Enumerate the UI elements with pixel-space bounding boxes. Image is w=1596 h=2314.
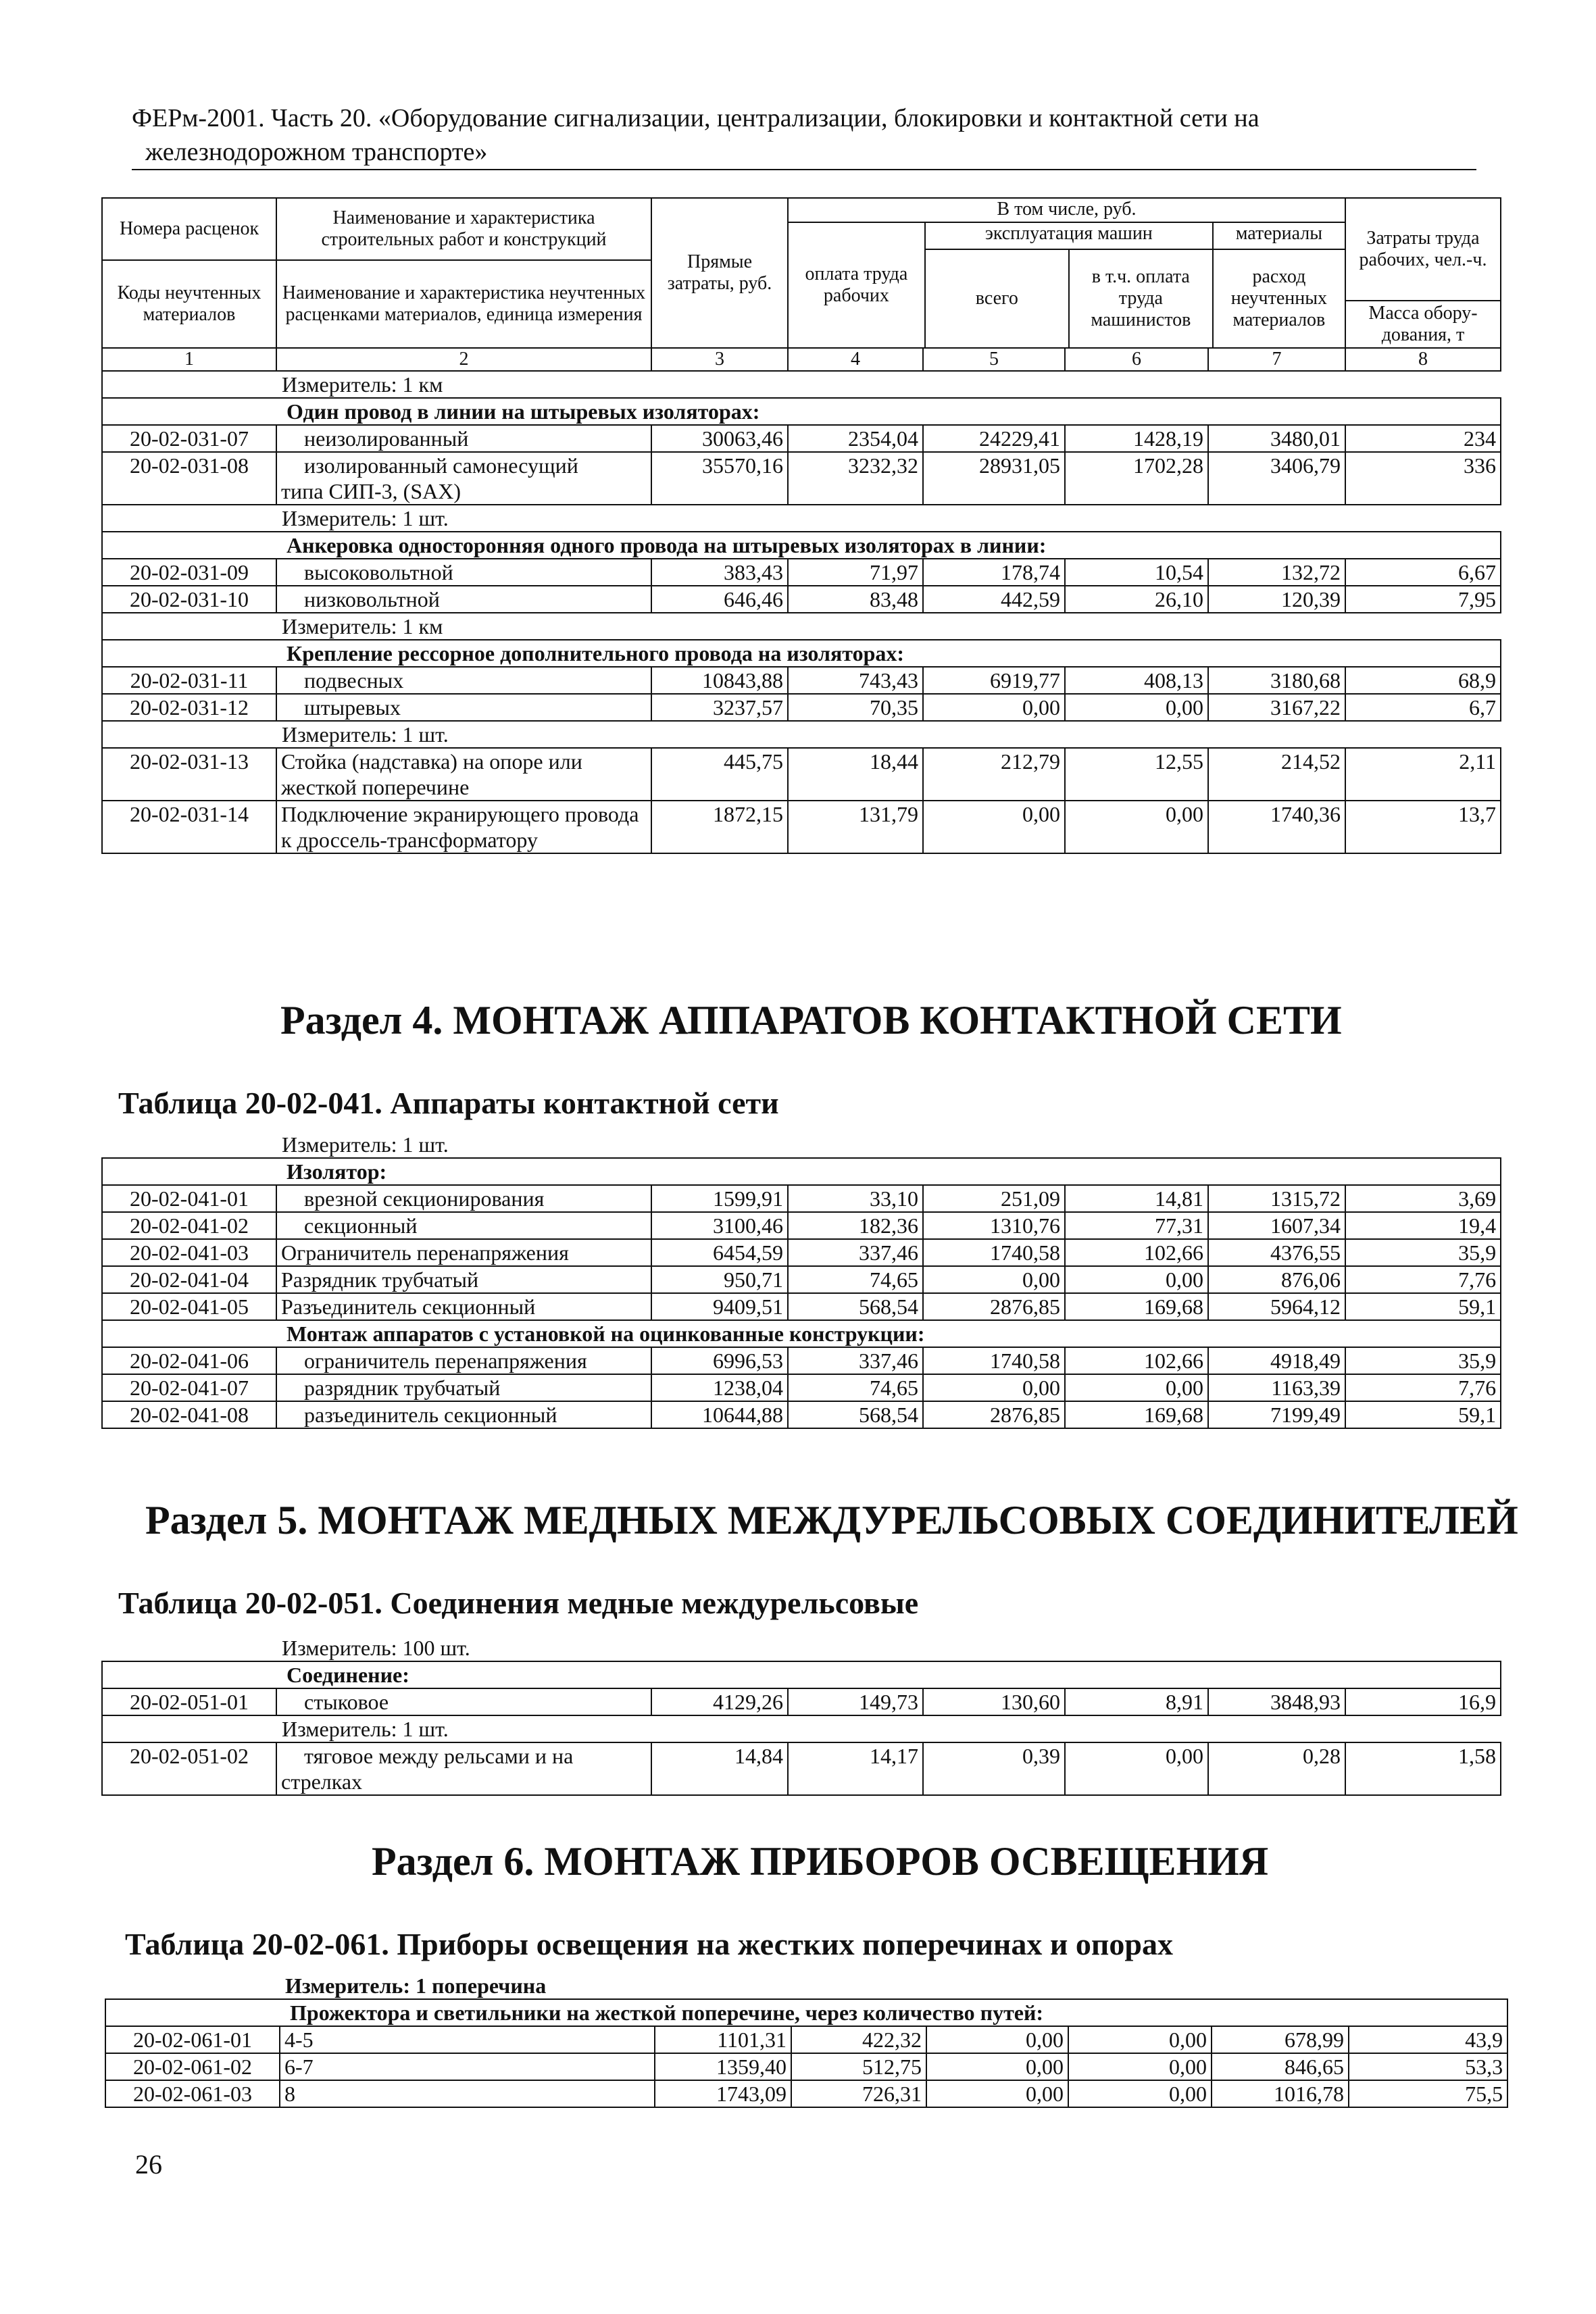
measure-unit: Измеритель: 1 поперечина — [285, 1973, 547, 1998]
labor-pay: 2354,04 — [788, 425, 923, 452]
group-heading: Прожектора и светильники на жесткой поперечине, через количество путей: — [105, 1999, 1507, 2026]
materials: 678,99 — [1212, 2026, 1349, 2053]
materials: 214,52 — [1208, 748, 1345, 801]
machinist-pay: 0,00 — [1068, 2026, 1212, 2053]
direct-costs: 3100,46 — [651, 1212, 788, 1239]
rate-code: 20-02-061-01 — [105, 2026, 280, 2053]
machines-total: 6919,77 — [923, 667, 1065, 694]
materials: 3180,68 — [1208, 667, 1345, 694]
col-header-materials: материалы — [1214, 223, 1345, 250]
direct-costs: 1872,15 — [651, 801, 788, 853]
measure-unit: Измеритель: 1 шт. — [282, 1717, 449, 1741]
rate-name: разъединитель секционный — [276, 1401, 651, 1428]
materials: 3406,79 — [1208, 452, 1345, 505]
materials: 4376,55 — [1208, 1239, 1345, 1266]
rate-name: высоковольтной — [276, 559, 651, 586]
machines-total: 251,09 — [923, 1185, 1065, 1212]
materials: 1016,78 — [1212, 2080, 1349, 2107]
table-row — [105, 2053, 1507, 2080]
machines-total: 2876,85 — [923, 1293, 1065, 1320]
col-header-material-name: Наименование и характеристика неучтенных расценками материалов, единица измерения — [282, 282, 646, 325]
direct-costs: 10644,88 — [651, 1401, 788, 1428]
col-number: 7 — [1208, 348, 1345, 371]
labor-hours: 1,58 — [1345, 1742, 1501, 1795]
machines-total: 1740,58 — [923, 1239, 1065, 1266]
col-header-including-label: В том числе, руб. — [789, 199, 1345, 223]
rate-code: 20-02-031-08 — [102, 452, 276, 505]
rate-name: Разъединитель секционный — [276, 1293, 651, 1320]
machines-total: 212,79 — [923, 748, 1065, 801]
machines-total: 0,00 — [923, 694, 1065, 721]
col-header-equipment-mass: Масса обору-дования, т — [1346, 300, 1500, 347]
rate-code: 20-02-031-10 — [102, 586, 276, 613]
labor-hours: 7,95 — [1345, 586, 1501, 613]
materials: 846,65 — [1212, 2053, 1349, 2080]
table-20-02-061-title: Таблица 20-02-061. Приборы освещения на жестких поперечинах и опорах — [125, 1927, 1173, 1961]
labor-hours: 6,67 — [1345, 559, 1501, 586]
materials: 5964,12 — [1208, 1293, 1345, 1320]
labor-pay: 568,54 — [788, 1293, 923, 1320]
materials: 3167,22 — [1208, 694, 1345, 721]
labor-hours: 336 — [1345, 452, 1501, 505]
direct-costs: 1101,31 — [655, 2026, 791, 2053]
rate-name: подвесных — [276, 667, 651, 694]
rate-name: 4-5 — [280, 2026, 655, 2053]
rate-code: 20-02-041-03 — [102, 1239, 276, 1266]
col-number: 8 — [1345, 348, 1501, 371]
labor-hours: 35,9 — [1345, 1347, 1501, 1374]
machinist-pay: 0,00 — [1065, 801, 1208, 853]
rate-name-line-2: типа СИП-3, (SAX) — [281, 479, 461, 503]
rate-name — [276, 452, 651, 505]
labor-hours: 68,9 — [1345, 667, 1501, 694]
table-row — [102, 801, 1501, 853]
machines-total: 28931,05 — [923, 452, 1065, 505]
rate-code: 20-02-041-07 — [102, 1374, 276, 1401]
materials: 120,39 — [1208, 586, 1345, 613]
col-header-machines-total: всего — [926, 250, 1070, 347]
machines-total: 0,39 — [923, 1742, 1065, 1795]
machinist-pay: 102,66 — [1065, 1239, 1208, 1266]
table-row — [102, 667, 1501, 694]
machinist-pay: 12,55 — [1065, 748, 1208, 801]
labor-hours: 43,9 — [1349, 2026, 1507, 2053]
header-rule — [132, 169, 1476, 170]
col-number: 2 — [276, 348, 651, 371]
labor-hours: 53,3 — [1349, 2053, 1507, 2080]
measure-unit: Измеритель: 1 км — [282, 614, 443, 638]
labor-pay: 74,65 — [788, 1374, 923, 1401]
table-20-02-041-title: Таблица 20-02-041. Аппараты контактной сети — [118, 1086, 779, 1120]
group-heading: Изолятор: — [102, 1158, 1501, 1185]
labor-hours: 59,1 — [1345, 1293, 1501, 1320]
machines-total: 1310,76 — [923, 1212, 1065, 1239]
table-row — [102, 1742, 1501, 1795]
table-row — [102, 559, 1501, 586]
table-row — [102, 1293, 1501, 1320]
labor-pay: 33,10 — [788, 1185, 923, 1212]
table-row — [102, 452, 1501, 505]
rate-name: 6-7 — [280, 2053, 655, 2080]
table-row — [102, 1212, 1501, 1239]
rate-code: 20-02-041-08 — [102, 1401, 276, 1428]
measure-unit: Измеритель: 100 шт. — [282, 1636, 470, 1660]
labor-pay: 182,36 — [788, 1212, 923, 1239]
labor-pay: 71,97 — [788, 559, 923, 586]
col-header-material-code: Коды неучтенных материалов — [117, 282, 261, 325]
rate-name: 8 — [280, 2080, 655, 2107]
machines-total: 1740,58 — [923, 1347, 1065, 1374]
machinist-pay: 1702,28 — [1065, 452, 1208, 505]
rates-table-20-02-031 — [101, 197, 1501, 854]
labor-hours: 75,5 — [1349, 2080, 1507, 2107]
labor-pay: 337,46 — [788, 1239, 923, 1266]
header-line-1: ФЕРм-2001. Часть 20. «Оборудование сигнализации, централизации, блокировки и контактной сети на — [132, 104, 1260, 132]
table-row — [102, 586, 1501, 613]
direct-costs: 1743,09 — [655, 2080, 791, 2107]
machinist-pay: 14,81 — [1065, 1185, 1208, 1212]
machines-total: 442,59 — [923, 586, 1065, 613]
machinist-pay: 10,54 — [1065, 559, 1208, 586]
materials: 1607,34 — [1208, 1212, 1345, 1239]
rate-code: 20-02-041-05 — [102, 1293, 276, 1320]
rate-code: 20-02-041-04 — [102, 1266, 276, 1293]
rate-code: 20-02-061-02 — [105, 2053, 280, 2080]
labor-hours: 59,1 — [1345, 1401, 1501, 1428]
col-header-codes — [102, 198, 276, 348]
measure-unit: Измеритель: 1 шт. — [282, 506, 449, 530]
labor-hours: 234 — [1345, 425, 1501, 452]
labor-hours: 3,69 — [1345, 1185, 1501, 1212]
direct-costs: 646,46 — [651, 586, 788, 613]
rates-table-20-02-041 — [101, 1132, 1501, 1429]
labor-pay: 14,17 — [788, 1742, 923, 1795]
labor-pay: 131,79 — [788, 801, 923, 853]
materials: 0,28 — [1208, 1742, 1345, 1795]
table-row — [102, 1688, 1501, 1715]
table-row — [102, 425, 1501, 452]
rate-code: 20-02-051-01 — [102, 1688, 276, 1715]
machinist-pay: 169,68 — [1065, 1401, 1208, 1428]
labor-pay: 726,31 — [791, 2080, 926, 2107]
machinist-pay: 0,00 — [1068, 2080, 1212, 2107]
col-header-including — [788, 198, 1345, 348]
group-heading: Монтаж аппаратов с установкой на оцинкованные конструкции: — [102, 1320, 1501, 1347]
measure-unit: Измеритель: 1 шт. — [282, 722, 449, 747]
table-row — [102, 1185, 1501, 1212]
materials: 132,72 — [1208, 559, 1345, 586]
rate-name: Разрядник трубчатый — [276, 1266, 651, 1293]
rate-code: 20-02-031-12 — [102, 694, 276, 721]
materials: 3848,93 — [1208, 1688, 1345, 1715]
labor-hours: 16,9 — [1345, 1688, 1501, 1715]
machinist-pay: 408,13 — [1065, 667, 1208, 694]
machines-total: 0,00 — [923, 1266, 1065, 1293]
direct-costs: 30063,46 — [651, 425, 788, 452]
direct-costs: 445,75 — [651, 748, 788, 801]
table-row — [102, 1374, 1501, 1401]
direct-costs: 35570,16 — [651, 452, 788, 505]
machinist-pay: 26,10 — [1065, 586, 1208, 613]
machines-total: 130,60 — [923, 1688, 1065, 1715]
machinist-pay: 0,00 — [1068, 2053, 1212, 2080]
rate-name: секционный — [276, 1212, 651, 1239]
labor-pay: 3232,32 — [788, 452, 923, 505]
direct-costs: 6454,59 — [651, 1239, 788, 1266]
rate-code: 20-02-041-06 — [102, 1347, 276, 1374]
col-number: 1 — [102, 348, 276, 371]
machinist-pay: 0,00 — [1065, 1266, 1208, 1293]
col-number: 5 — [923, 348, 1065, 371]
rate-code: 20-02-061-03 — [105, 2080, 280, 2107]
col-number: 4 — [788, 348, 923, 371]
labor-pay: 512,75 — [791, 2053, 926, 2080]
rate-name-line-2: стрелках — [281, 1769, 363, 1794]
measure-unit: Измеритель: 1 шт. — [282, 1132, 449, 1157]
direct-costs: 6996,53 — [651, 1347, 788, 1374]
direct-costs: 4129,26 — [651, 1688, 788, 1715]
machinist-pay: 0,00 — [1065, 1742, 1208, 1795]
page-header — [132, 101, 1483, 169]
col-header-direct-costs: Прямые затраты, руб. — [651, 198, 788, 348]
table-row — [102, 694, 1501, 721]
table-row — [102, 1401, 1501, 1428]
labor-hours: 7,76 — [1345, 1266, 1501, 1293]
col-header-labor-hours: Затраты труда рабочих, чел.-ч. — [1359, 228, 1487, 270]
rate-code: 20-02-051-02 — [102, 1742, 276, 1795]
machines-total: 0,00 — [923, 1374, 1065, 1401]
rate-name: разрядник трубчатый — [276, 1374, 651, 1401]
rate-name-line-1: изолированный самонесущий — [304, 453, 578, 478]
direct-costs: 3237,57 — [651, 694, 788, 721]
labor-pay: 70,35 — [788, 694, 923, 721]
col-number: 6 — [1065, 348, 1208, 371]
table-row — [105, 2080, 1507, 2107]
rate-code: 20-02-031-14 — [102, 801, 276, 853]
rate-code: 20-02-031-07 — [102, 425, 276, 452]
col-number: 3 — [651, 348, 788, 371]
direct-costs: 383,43 — [651, 559, 788, 586]
rate-name: неизолированный — [276, 425, 651, 452]
col-header-machines: эксплуатация машин — [926, 223, 1212, 250]
machines-total: 24229,41 — [923, 425, 1065, 452]
col-header-names — [276, 198, 651, 348]
col-header-rate-number: Номера расценок — [103, 199, 276, 261]
labor-pay: 568,54 — [788, 1401, 923, 1428]
machines-total: 0,00 — [926, 2053, 1068, 2080]
rate-name: Ограничитель перенапряжения — [276, 1239, 651, 1266]
materials: 1163,39 — [1208, 1374, 1345, 1401]
labor-hours: 7,76 — [1345, 1374, 1501, 1401]
materials: 4918,49 — [1208, 1347, 1345, 1374]
page-number: 26 — [135, 2149, 162, 2180]
measure-unit: Измеритель: 1 км — [282, 372, 443, 397]
rate-name: Подключение экранирующего провода к дроссель-трансформатору — [276, 801, 651, 853]
machinist-pay: 1428,19 — [1065, 425, 1208, 452]
col-header-material-usage: расход неучтенных материалов — [1230, 266, 1328, 330]
rate-name-line-1: тяговое между рельсами и на — [304, 1744, 574, 1768]
machines-total: 178,74 — [923, 559, 1065, 586]
rate-code: 20-02-041-02 — [102, 1212, 276, 1239]
materials: 3480,01 — [1208, 425, 1345, 452]
labor-pay: 83,48 — [788, 586, 923, 613]
labor-hours: 2,11 — [1345, 748, 1501, 801]
col-header-labor — [1345, 198, 1501, 348]
machines-total: 0,00 — [926, 2080, 1068, 2107]
group-heading: Крепление рессорное дополнительного провода на изоляторах: — [102, 640, 1501, 667]
labor-pay: 337,46 — [788, 1347, 923, 1374]
materials: 876,06 — [1208, 1266, 1345, 1293]
labor-hours: 6,7 — [1345, 694, 1501, 721]
table-row — [102, 1266, 1501, 1293]
rate-name: врезной секционирования — [276, 1185, 651, 1212]
col-number-row — [102, 348, 1501, 371]
rate-name — [276, 1742, 651, 1795]
direct-costs: 1238,04 — [651, 1374, 788, 1401]
header-line-2: железнодорожном транспорте» — [145, 138, 488, 166]
direct-costs: 9409,51 — [651, 1293, 788, 1320]
col-header-work-name: Наименование и характеристика строительных работ и конструкций — [277, 199, 651, 261]
table-row — [102, 1347, 1501, 1374]
rate-code: 20-02-031-13 — [102, 748, 276, 801]
labor-pay: 422,32 — [791, 2026, 926, 2053]
machines-total: 2876,85 — [923, 1401, 1065, 1428]
table-20-02-051-title: Таблица 20-02-051. Соединения медные междурельсовые — [118, 1586, 919, 1620]
col-header-labor-pay: оплата труда рабочих — [789, 223, 926, 347]
rate-code: 20-02-031-09 — [102, 559, 276, 586]
direct-costs: 1359,40 — [655, 2053, 791, 2080]
machinist-pay: 102,66 — [1065, 1347, 1208, 1374]
labor-pay: 18,44 — [788, 748, 923, 801]
table-row — [105, 2026, 1507, 2053]
labor-hours: 35,9 — [1345, 1239, 1501, 1266]
machines-total: 0,00 — [926, 2026, 1068, 2053]
table-row — [102, 748, 1501, 801]
machinist-pay: 0,00 — [1065, 1374, 1208, 1401]
section-6-title: Раздел 6. МОНТАЖ ПРИБОРОВ ОСВЕЩЕНИЯ — [372, 1839, 1269, 1884]
machinist-pay: 8,91 — [1065, 1688, 1208, 1715]
direct-costs: 14,84 — [651, 1742, 788, 1795]
direct-costs: 10843,88 — [651, 667, 788, 694]
section-5-title: Раздел 5. МОНТАЖ МЕДНЫХ МЕЖДУРЕЛЬСОВЫХ СОЕДИНИТЕЛЕЙ — [145, 1498, 1518, 1542]
materials: 1315,72 — [1208, 1185, 1345, 1212]
materials: 1740,36 — [1208, 801, 1345, 853]
machinist-pay: 0,00 — [1065, 694, 1208, 721]
labor-hours: 19,4 — [1345, 1212, 1501, 1239]
machines-total: 0,00 — [923, 801, 1065, 853]
rate-code: 20-02-041-01 — [102, 1185, 276, 1212]
section-4-title: Раздел 4. МОНТАЖ АППАРАТОВ КОНТАКТНОЙ СЕТИ — [280, 998, 1342, 1042]
labor-pay: 74,65 — [788, 1266, 923, 1293]
materials: 7199,49 — [1208, 1401, 1345, 1428]
col-header-machinist-pay: в т.ч. оплата труда машинистов — [1091, 266, 1191, 330]
rate-name: стыковое — [276, 1688, 651, 1715]
rate-name: низковольтной — [276, 586, 651, 613]
machinist-pay: 77,31 — [1065, 1212, 1208, 1239]
direct-costs: 1599,91 — [651, 1185, 788, 1212]
group-heading: Соединение: — [102, 1661, 1501, 1688]
rate-code: 20-02-031-11 — [102, 667, 276, 694]
group-heading: Анкеровка односторонняя одного провода на штыревых изоляторах в линии: — [102, 532, 1501, 559]
group-heading: Один провод в линии на штыревых изоляторах: — [102, 398, 1501, 425]
labor-hours: 13,7 — [1345, 801, 1501, 853]
labor-pay: 149,73 — [788, 1688, 923, 1715]
rate-name: Стойка (надставка) на опоре или жесткой поперечине — [276, 748, 651, 801]
rates-table-20-02-061 — [105, 1973, 1508, 2108]
direct-costs: 950,71 — [651, 1266, 788, 1293]
rate-name: штыревых — [276, 694, 651, 721]
machinist-pay: 169,68 — [1065, 1293, 1208, 1320]
labor-pay: 743,43 — [788, 667, 923, 694]
rates-table-20-02-051 — [101, 1635, 1501, 1796]
table-row — [102, 1239, 1501, 1266]
rate-name: ограничитель перенапряжения — [276, 1347, 651, 1374]
